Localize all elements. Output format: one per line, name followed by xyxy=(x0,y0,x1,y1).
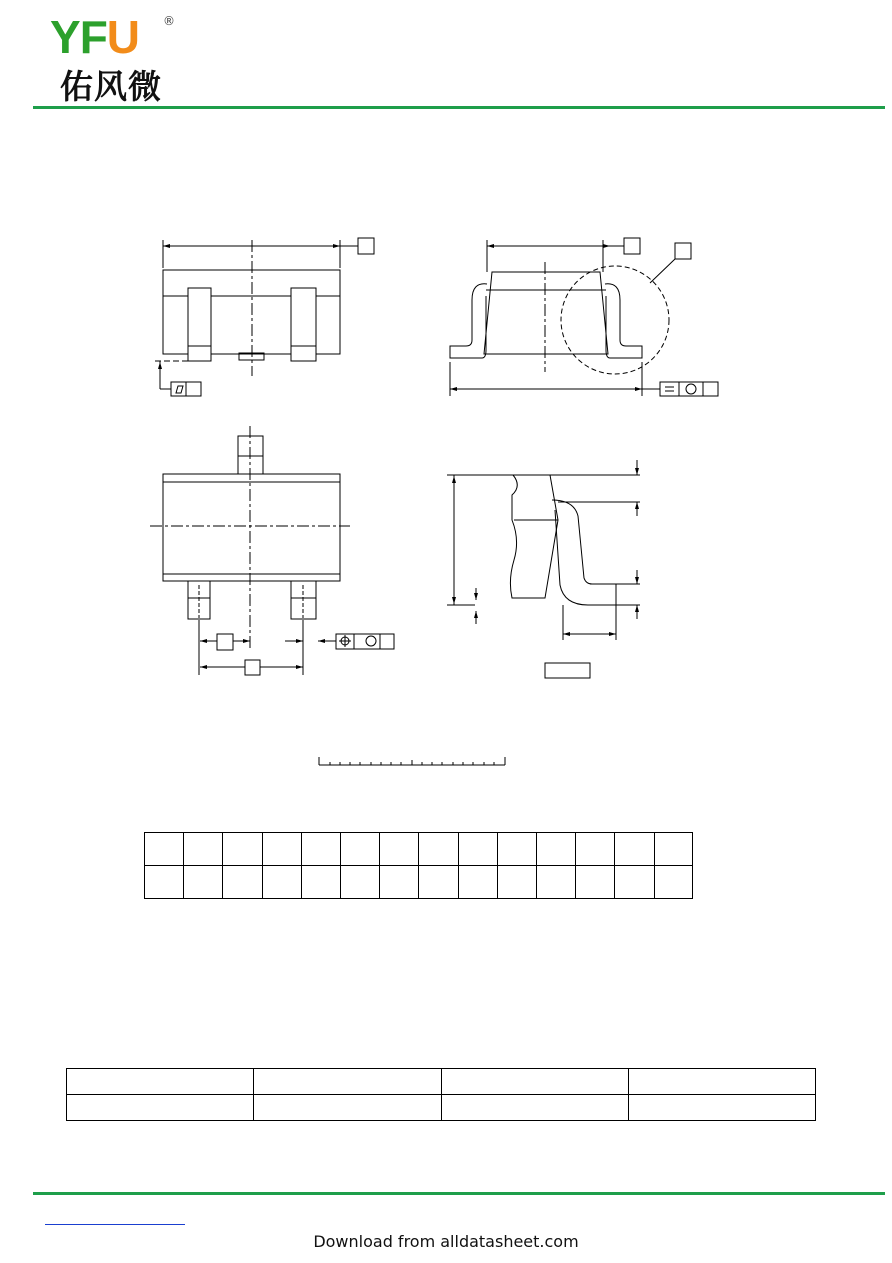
logo-letter-f: F xyxy=(79,11,107,63)
table-cell xyxy=(67,1069,254,1095)
logo-letter-u: U xyxy=(106,11,140,63)
table-cell xyxy=(341,833,380,866)
table-row xyxy=(67,1095,816,1121)
table-cell xyxy=(458,866,497,899)
table-cell xyxy=(654,833,692,866)
body-outline xyxy=(163,474,340,581)
table-row xyxy=(145,866,693,899)
scale-bar xyxy=(319,757,505,765)
table-cell xyxy=(262,833,301,866)
table-cell xyxy=(262,866,301,899)
table-row xyxy=(145,833,693,866)
left-lead-side xyxy=(450,284,487,358)
lead xyxy=(188,288,211,361)
table-cell xyxy=(576,833,615,866)
website-link[interactable] xyxy=(45,1210,185,1225)
table-cell xyxy=(254,1095,441,1121)
table-cell xyxy=(254,1069,441,1095)
right-lead-side xyxy=(605,284,642,358)
table-cell xyxy=(537,866,576,899)
table-cell xyxy=(145,833,184,866)
detail-lead xyxy=(552,500,616,605)
dimension-table xyxy=(144,832,693,899)
top-view xyxy=(155,238,374,396)
side-view xyxy=(450,238,718,396)
table-cell xyxy=(576,866,615,899)
table-cell xyxy=(380,833,419,866)
table-cell xyxy=(615,866,654,899)
table-cell xyxy=(615,833,654,866)
table-cell xyxy=(145,866,184,899)
detail-label-box xyxy=(545,663,590,678)
download-notice[interactable]: Download from alldatasheet.com xyxy=(313,1232,579,1251)
table-cell xyxy=(537,833,576,866)
table-cell xyxy=(441,1069,628,1095)
registered-mark: ® xyxy=(163,14,175,28)
lead xyxy=(291,288,316,361)
table-row xyxy=(67,1069,816,1095)
table-cell xyxy=(184,866,223,899)
logo-letter-y: Y xyxy=(50,11,80,63)
datum-box xyxy=(358,238,374,254)
dimension-box xyxy=(245,660,260,675)
table-cell xyxy=(419,866,458,899)
datum-box xyxy=(624,238,640,254)
detail-view xyxy=(447,460,640,678)
detail-label-box xyxy=(675,243,691,259)
table-cell xyxy=(184,833,223,866)
table-cell xyxy=(67,1095,254,1121)
table-cell xyxy=(301,866,340,899)
table-cell xyxy=(441,1095,628,1121)
detail-body xyxy=(510,475,558,598)
table-cell xyxy=(628,1069,815,1095)
dimension-box xyxy=(217,634,233,650)
footer-rule xyxy=(33,1192,885,1195)
side-body xyxy=(484,272,608,354)
table-cell xyxy=(458,833,497,866)
bottom-view xyxy=(150,426,394,675)
table-cell xyxy=(628,1095,815,1121)
table-cell xyxy=(497,833,536,866)
table-cell xyxy=(301,833,340,866)
table-cell xyxy=(223,866,262,899)
table-cell xyxy=(223,833,262,866)
table-cell xyxy=(380,866,419,899)
table-cell xyxy=(497,866,536,899)
table-cell xyxy=(654,866,692,899)
table-cell xyxy=(341,866,380,899)
logo-chinese-name: 佑风微 xyxy=(60,67,162,106)
ordering-table xyxy=(66,1068,816,1121)
table-cell xyxy=(419,833,458,866)
